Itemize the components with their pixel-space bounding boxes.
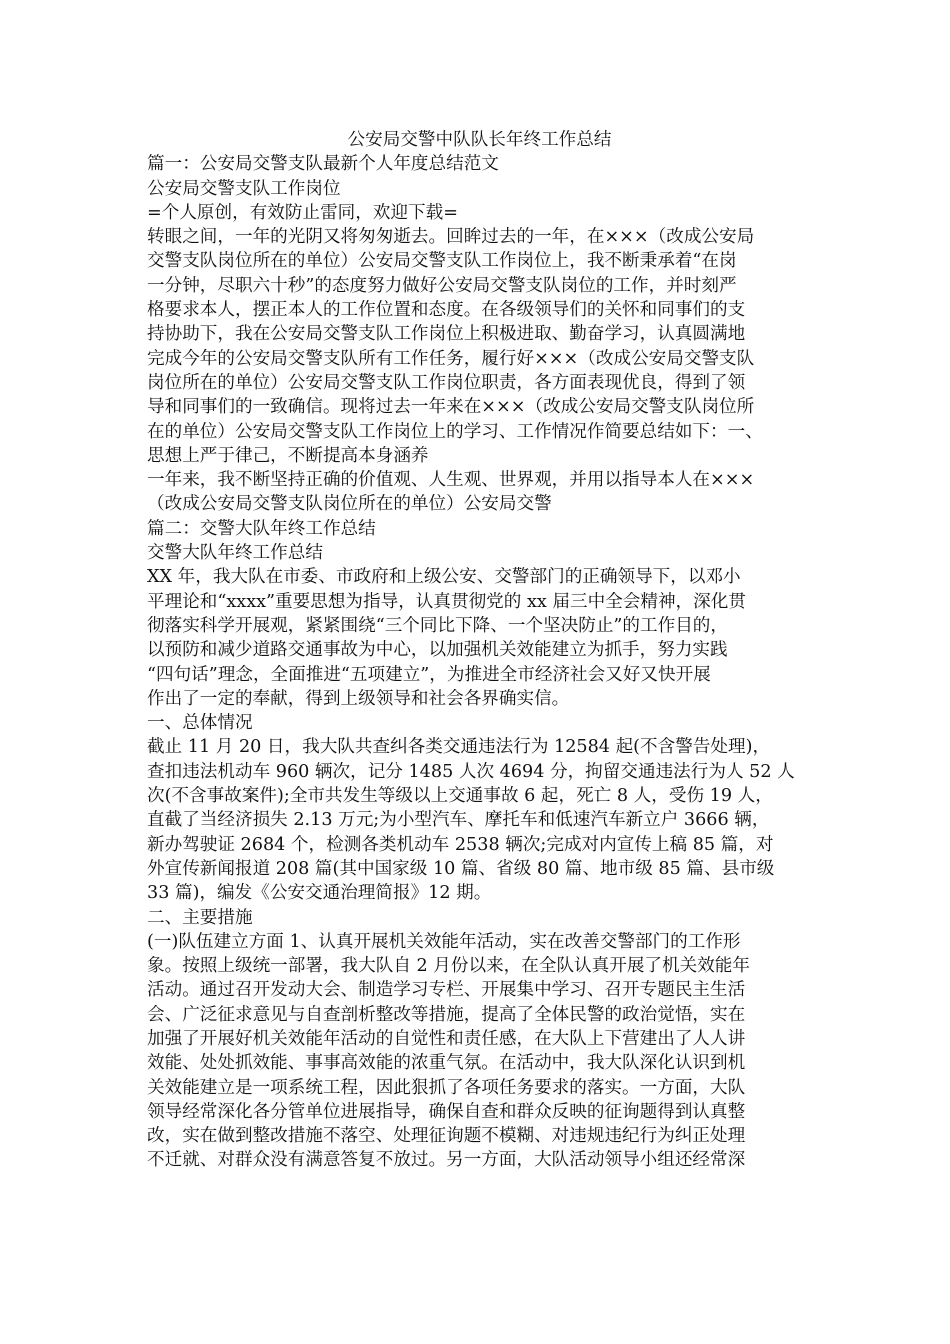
text-line: 会、广泛征求意见与自查剖析整改等措施，提高了全体民警的政治觉悟，实在: [147, 1004, 746, 1025]
text-line: 格要求本人，摆正本人的工作位置和态度。在各级领导们的关怀和同事们的支: [147, 300, 746, 321]
text-line: 次(不含事故案件);全市共发生等级以上交通事故 6 起，死亡 8 人，受伤 19 人，: [147, 786, 773, 807]
text-line: 不迁就、对群众没有满意答复不放过。另一方面，大队活动领导小组还经常深: [147, 1150, 746, 1171]
text-line: 关效能建立是一项系统工程，因此狠抓了各项任务要求的落实。一方面，大队: [147, 1077, 746, 1098]
text-line: 交警支队岗位所在的单位）公安局交警支队工作岗位上，我不断秉承着“在岗: [147, 251, 737, 272]
text-line: 二、主要措施: [147, 907, 253, 928]
text-line: 新办驾驶证 2684 个，检测各类机动车 2538 辆次;完成对内宣传上稿 85 篇，对: [147, 834, 774, 855]
document-title: 公安局交警中队队长年终工作总结: [347, 130, 612, 150]
text-line: 持协助下，我在公安局交警支队工作岗位上积极进取、勤奋学习，认真圆满地: [147, 324, 746, 345]
text-line: XX 年，我大队在市委、市政府和上级公安、交警部门的正确领导下，以邓小: [147, 567, 741, 588]
text-line: 转眼之间，一年的光阴又将匆匆逝去。回眸过去的一年，在×××（改成公安局: [147, 227, 755, 248]
text-line: （改成公安局交警支队岗位所在的单位）公安局交警: [147, 494, 552, 515]
text-line: 一年来，我不断坚持正确的价值观、人生观、世界观，并用以指导本人在×××: [147, 470, 755, 491]
text-line: =个人原创，有效防止雷同，欢迎下载=: [147, 202, 458, 223]
text-line: 篇二：交警大队年终工作总结: [147, 518, 376, 539]
text-line: (一)队伍建立方面 1、认真开展机关效能年活动，实在改善交警部门的工作形: [147, 931, 741, 952]
text-line: 岗位所在的单位）公安局交警支队工作岗位职责，各方面表现优良，得到了领: [147, 372, 746, 393]
text-line: 思想上严于律己，不断提高本身涵养: [147, 445, 429, 466]
text-line: “四句话”理念，全面推进“五项建立”，为推进全市经济社会又好又快开展: [147, 664, 711, 685]
text-line: 直截了当经济损失 2.13 万元;为小型汽车、摩托车和低速汽车新立户 3666 辆，: [147, 810, 770, 831]
text-line: 截止 11 月 20 日，我大队共查纠各类交通违法行为 12584 起(不含警告处理)，: [147, 737, 771, 758]
text-line: 作出了一定的奉献，得到上级领导和社会各界确实信。: [147, 688, 570, 709]
text-line: 活动。通过召开发动大会、制造学习专栏、开展集中学习、召开专题民主生活: [147, 980, 746, 1001]
document-page: [147, 128, 812, 1173]
text-line: 彻落实科学开展观，紧紧围绕“三个同比下降、一个坚决防止”的工作目的，: [147, 615, 728, 636]
text-line: 改，实在做到整改措施不落空、处理征询题不模糊、对违规违纪行为纠正处理: [147, 1126, 746, 1147]
text-line: 效能、处处抓效能、事事高效能的浓重气氛。在活动中，我大队深化认识到机: [147, 1053, 746, 1074]
text-line: 加强了开展好机关效能年活动的自觉性和责任感，在大队上下营建出了人人讲: [147, 1028, 746, 1049]
text-line: 以预防和减少道路交通事故为中心，以加强机关效能建立为抓手，努力实践: [147, 640, 728, 661]
text-line: 导和同事们的一致确信。现将过去一年来在×××（改成公安局交警支队岗位所: [147, 397, 755, 418]
text-line: 象。按照上级统一部署，我大队自 2 月份以来，在全队认真开展了机关效能年: [147, 956, 750, 977]
text-line: 在的单位）公安局交警支队工作岗位上的学习、工作情况作简要总结如下：一、: [147, 421, 763, 442]
text-line: 公安局交警支队工作岗位: [147, 178, 341, 199]
document-body: [147, 152, 812, 1172]
text-line: 平理论和“xxxx”重要思想为指导，认真贯彻党的 xx 届三中全会精神，深化贯: [147, 591, 746, 612]
text-line: 查扣违法机动车 960 辆次，记分 1485 人次 4694 分，拘留交通违法行为人 52 人: [147, 761, 795, 782]
text-line: 篇一：公安局交警支队最新个人年度总结范文: [147, 154, 499, 175]
text-line: 一、总体情况: [147, 713, 253, 734]
text-line: 一分钟，尽职六十秒”的态度努力做好公安局交警支队岗位的工作，并时刻严: [147, 275, 737, 296]
text-line: 33 篇)，编发《公安交通治理简报》12 期。: [147, 883, 492, 904]
text-line: 领导经常深化各分管单位进展指导，确保自查和群众反映的征询题得到认真整: [147, 1101, 746, 1122]
text-line: 外宣传新闻报道 208 篇(其中国家级 10 篇、省级 80 篇、地市级 85 篇、县市级: [147, 858, 775, 879]
text-line: 完成今年的公安局交警支队所有工作任务，履行好×××（改成公安局交警支队: [147, 348, 755, 369]
text-line: 交警大队年终工作总结: [147, 543, 323, 564]
